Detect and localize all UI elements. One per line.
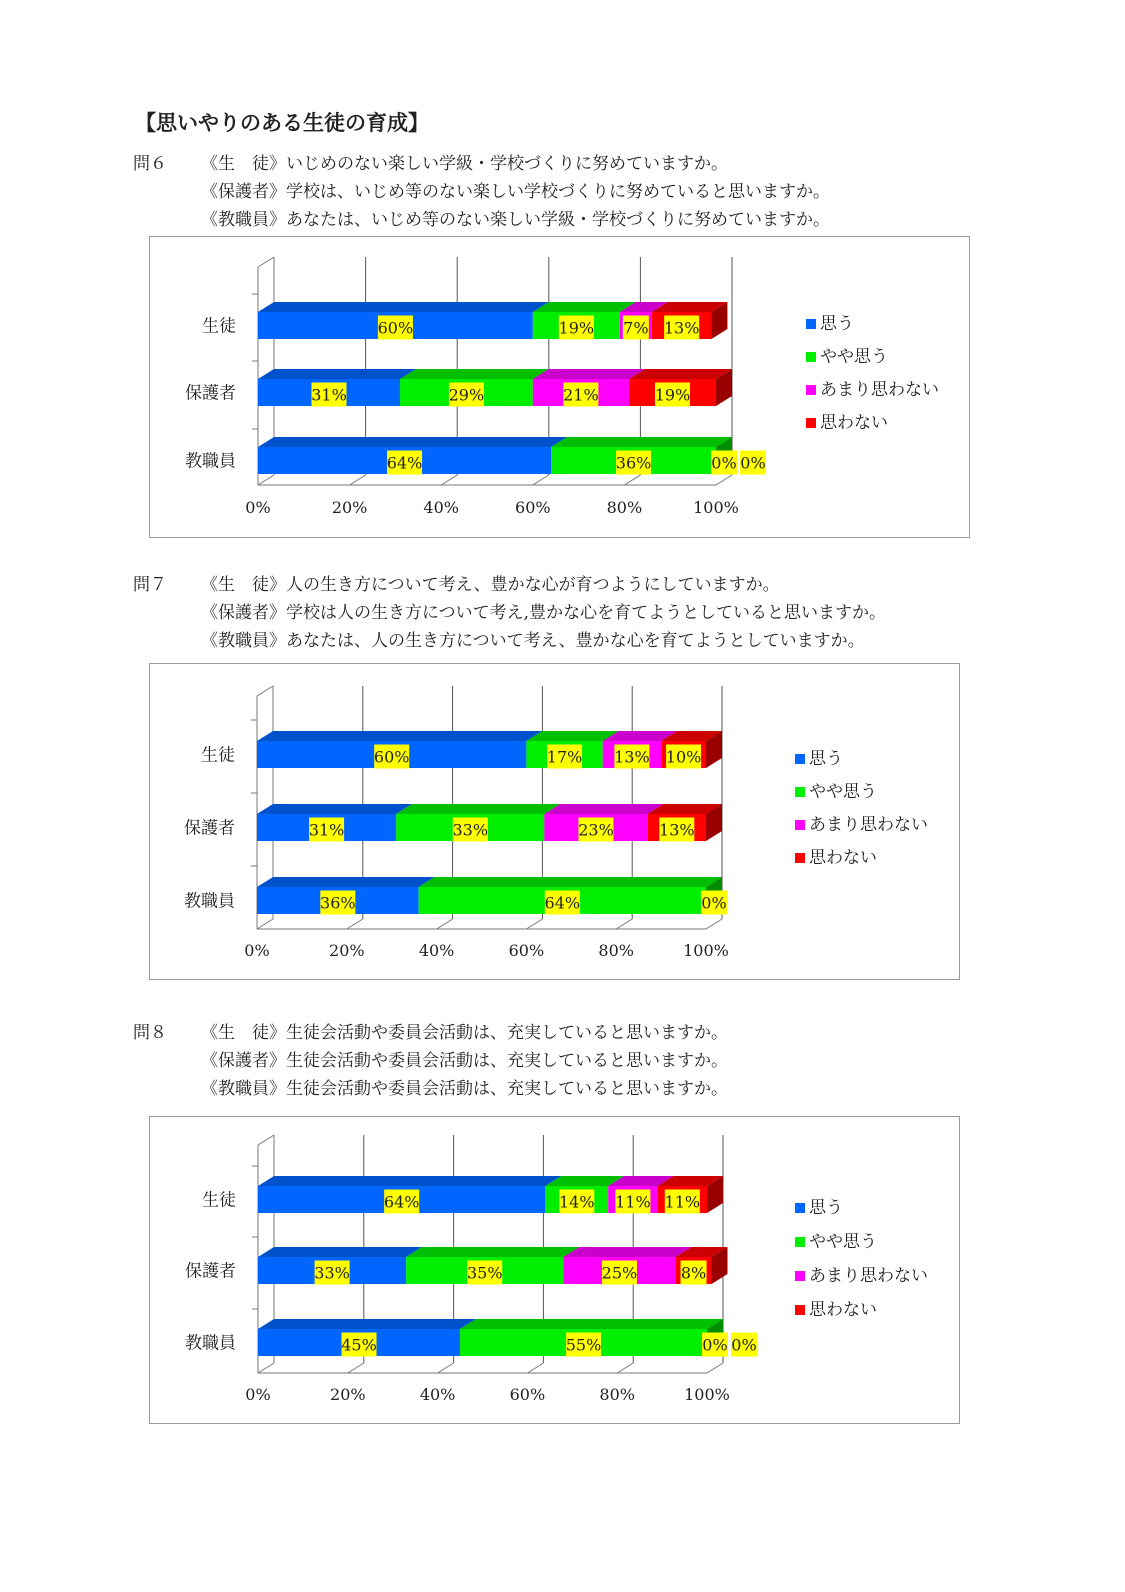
floor-line: [348, 1363, 364, 1373]
floor-line: [533, 475, 549, 485]
x-tick-label: 0%: [244, 941, 270, 960]
data-label: [666, 745, 702, 769]
data-label-text: 17%: [546, 747, 583, 767]
data-label-text: 60%: [377, 318, 414, 338]
data-label-text: 64%: [383, 1192, 420, 1212]
data-label-text: 36%: [615, 453, 652, 473]
data-label: [452, 818, 488, 842]
chart-6: [149, 236, 970, 538]
data-label: [655, 383, 691, 407]
bar-top: [257, 731, 542, 741]
bar-top: [400, 369, 549, 379]
data-label: [616, 451, 652, 475]
data-label-text: 0%: [731, 1335, 757, 1355]
data-label-text: 11%: [664, 1192, 701, 1212]
bar-top: [526, 731, 618, 741]
legend-label: 思う: [809, 1198, 843, 1218]
question-student: 《生 徒》生徒会活動や委員会活動は、充実していると思いますか。: [201, 1023, 728, 1043]
data-label: [311, 383, 347, 407]
legend-swatch: [795, 820, 805, 830]
category-label: 保護者: [185, 1261, 236, 1282]
x-tick-label: 100%: [683, 941, 729, 960]
legend-label: あまり思わない: [809, 1266, 928, 1286]
floor-line: [437, 919, 453, 929]
data-label: [578, 818, 614, 842]
legend-label: 思う: [809, 749, 843, 769]
floor-line: [258, 1363, 274, 1373]
category-label: 保護者: [185, 383, 236, 404]
legend-label: やや思う: [809, 782, 877, 802]
data-label: [384, 1190, 420, 1214]
bar-top: [419, 877, 722, 887]
data-label-text: 64%: [386, 453, 423, 473]
category-label: 教職員: [185, 451, 236, 472]
legend-label: 思う: [820, 314, 854, 334]
data-label-text: 0%: [740, 453, 766, 473]
floor-line: [706, 919, 722, 929]
x-tick-label: 0%: [245, 498, 271, 517]
data-label-text: 33%: [452, 820, 489, 840]
legend-label: あまり思わない: [820, 380, 939, 400]
data-label: [602, 1261, 638, 1285]
data-label: [665, 1190, 701, 1214]
legend-swatch: [795, 1271, 805, 1281]
floor-line: [617, 1363, 633, 1373]
question-7: [133, 571, 886, 655]
data-label: [545, 891, 581, 915]
axis-top: [258, 257, 274, 267]
legend-swatch: [806, 352, 816, 362]
x-tick-label: 60%: [515, 498, 551, 517]
legend-label: あまり思わない: [809, 815, 928, 835]
data-label-text: 33%: [314, 1263, 350, 1283]
data-label-text: 25%: [601, 1263, 638, 1283]
category-label: 教職員: [184, 891, 235, 912]
data-label: [623, 316, 649, 340]
legend-swatch: [806, 418, 816, 428]
data-label-text: 11%: [615, 1192, 651, 1212]
question-parent: 《保護者》学校は、いじめ等のない楽しい学校づくりに努めていると思いますか。: [201, 182, 830, 202]
axis-top: [257, 686, 273, 696]
bar-top: [544, 804, 663, 814]
data-label: [320, 891, 356, 915]
legend-label: 思わない: [809, 848, 877, 868]
data-label-text: 14%: [559, 1192, 595, 1212]
data-label-text: 36%: [320, 893, 356, 913]
legend-swatch: [806, 319, 816, 329]
floor-line: [616, 919, 632, 929]
data-label-text: 13%: [663, 318, 700, 338]
legend-swatch: [795, 787, 805, 797]
floor-line: [258, 475, 274, 485]
data-label: [615, 1190, 651, 1214]
data-label-text: 55%: [565, 1335, 602, 1355]
bar-top: [258, 1247, 422, 1257]
floor-line: [350, 475, 366, 485]
bar-top: [533, 302, 636, 312]
question-student: 《生 徒》人の生き方について考え、豊かな心が育つようにしていますか。: [201, 575, 780, 595]
legend-swatch: [795, 853, 805, 863]
data-label: [563, 383, 599, 407]
x-tick-label: 20%: [330, 1385, 366, 1404]
question-number: 問８: [133, 1023, 167, 1043]
x-tick-label: 80%: [599, 1385, 635, 1404]
floor-line: [257, 919, 273, 929]
page-title: 【思いやりのある生徒の育成】: [135, 111, 429, 135]
legend-label: 思わない: [820, 413, 888, 433]
bar-top: [258, 437, 567, 447]
data-label-text: 7%: [623, 318, 649, 338]
question-staff: 《教職員》生徒会活動や委員会活動は、充実していると思いますか。: [201, 1079, 728, 1099]
legend-label: やや思う: [809, 1232, 877, 1252]
bar-top: [258, 1319, 476, 1329]
bar-top: [258, 1176, 561, 1186]
data-label-text: 29%: [448, 385, 485, 405]
data-label: [664, 316, 700, 340]
floor-line: [526, 919, 542, 929]
legend: [795, 1198, 928, 1320]
bar-top: [551, 437, 732, 447]
data-label-text: 35%: [466, 1263, 503, 1283]
x-tick-label: 40%: [423, 498, 459, 517]
floor-line: [527, 1363, 543, 1373]
data-label-text: 0%: [701, 893, 727, 913]
legend-swatch: [795, 1305, 805, 1315]
data-label-text: 64%: [544, 893, 581, 913]
category-label: 生徒: [202, 316, 236, 337]
legend-swatch: [806, 385, 816, 395]
question-6: [133, 150, 830, 234]
x-tick-label: 60%: [509, 1385, 546, 1404]
category-label: 生徒: [202, 1190, 236, 1211]
category-label: 教職員: [185, 1333, 236, 1354]
data-label: [314, 1261, 350, 1285]
legend: [795, 749, 928, 868]
floor-line: [707, 1363, 723, 1373]
data-label: [374, 745, 410, 769]
bar-top: [563, 1247, 691, 1257]
data-label-text: 21%: [563, 385, 599, 405]
bar-top: [258, 369, 416, 379]
data-label-text: 13%: [614, 747, 650, 767]
data-label: [711, 451, 737, 475]
chart-8-svg: [150, 1117, 959, 1423]
bar-top: [396, 804, 560, 814]
data-label: [701, 891, 727, 915]
data-label-text: 45%: [341, 1335, 377, 1355]
data-label: [731, 1333, 757, 1357]
data-label: [559, 316, 595, 340]
floor-line: [347, 919, 363, 929]
category-label: 保護者: [184, 818, 235, 839]
data-label-text: 8%: [680, 1263, 707, 1283]
data-label-text: 13%: [659, 820, 695, 840]
data-label-text: 31%: [311, 385, 347, 405]
bar-top: [258, 302, 549, 312]
data-label-text: 31%: [308, 820, 345, 840]
data-label-text: 19%: [558, 318, 595, 338]
x-tick-label: 80%: [606, 498, 643, 517]
data-label: [547, 745, 583, 769]
data-label: [740, 451, 766, 475]
x-tick-label: 40%: [419, 1385, 456, 1404]
legend-swatch: [795, 1203, 805, 1213]
chart-7-svg: [150, 664, 959, 979]
bar-top: [406, 1247, 579, 1257]
data-label-text: 0%: [702, 1335, 728, 1355]
x-tick-label: 60%: [508, 941, 545, 960]
data-label: [659, 818, 695, 842]
floor-line: [624, 475, 640, 485]
data-label-text: 19%: [654, 385, 691, 405]
category-label: 生徒: [201, 745, 235, 766]
data-label: [449, 383, 485, 407]
x-tick-label: 100%: [693, 498, 739, 517]
data-label-text: 23%: [578, 820, 614, 840]
chart-6-svg: [150, 237, 969, 537]
question-number: 問７: [133, 575, 167, 595]
bar-top: [629, 369, 732, 379]
bar-top: [460, 1319, 723, 1329]
question-parent: 《保護者》生徒会活動や委員会活動は、充実していると思いますか。: [201, 1051, 728, 1071]
legend-swatch: [795, 1237, 805, 1247]
data-label: [378, 316, 414, 340]
question-number: 問６: [133, 154, 167, 174]
data-label-text: 10%: [665, 747, 702, 767]
bar-top: [533, 369, 645, 379]
floor-line: [438, 1363, 454, 1373]
x-tick-label: 100%: [684, 1385, 730, 1404]
data-label: [702, 1333, 728, 1357]
data-label: [387, 451, 423, 475]
question-8: [133, 1019, 728, 1103]
floor-line: [716, 475, 732, 485]
legend: [806, 314, 939, 433]
data-label: [559, 1190, 595, 1214]
data-label: [566, 1333, 602, 1357]
data-label: [614, 745, 650, 769]
legend-swatch: [795, 754, 805, 764]
data-label: [341, 1333, 377, 1357]
question-staff: 《教職員》あなたは、いじめ等のない楽しい学級・学校づくりに努めていますか。: [201, 210, 830, 230]
x-tick-label: 40%: [418, 941, 455, 960]
data-label-text: 60%: [373, 747, 410, 767]
data-label: [467, 1261, 503, 1285]
bar-top: [257, 877, 435, 887]
legend-label: 思わない: [809, 1300, 877, 1320]
data-label: [309, 818, 345, 842]
question-parent: 《保護者》学校は人の生き方について考え,豊かな心を育てようとしていると思いますか。: [201, 603, 887, 623]
question-staff: 《教職員》あなたは、人の生き方について考え、豊かな心を育てようとしていますか。: [201, 631, 865, 651]
chart-7: [149, 663, 960, 980]
x-tick-label: 20%: [331, 498, 368, 517]
x-tick-label: 0%: [245, 1385, 271, 1404]
question-student: 《生 徒》いじめのない楽しい学級・学校づくりに努めていますか。: [201, 154, 728, 174]
x-tick-label: 20%: [329, 941, 365, 960]
axis-top: [258, 1135, 274, 1145]
bar-top: [257, 804, 412, 814]
x-tick-label: 80%: [598, 941, 634, 960]
chart-8: [149, 1116, 960, 1424]
legend-label: やや思う: [820, 347, 888, 367]
data-label: [681, 1261, 707, 1285]
data-label-text: 0%: [711, 453, 737, 473]
floor-line: [441, 475, 457, 485]
